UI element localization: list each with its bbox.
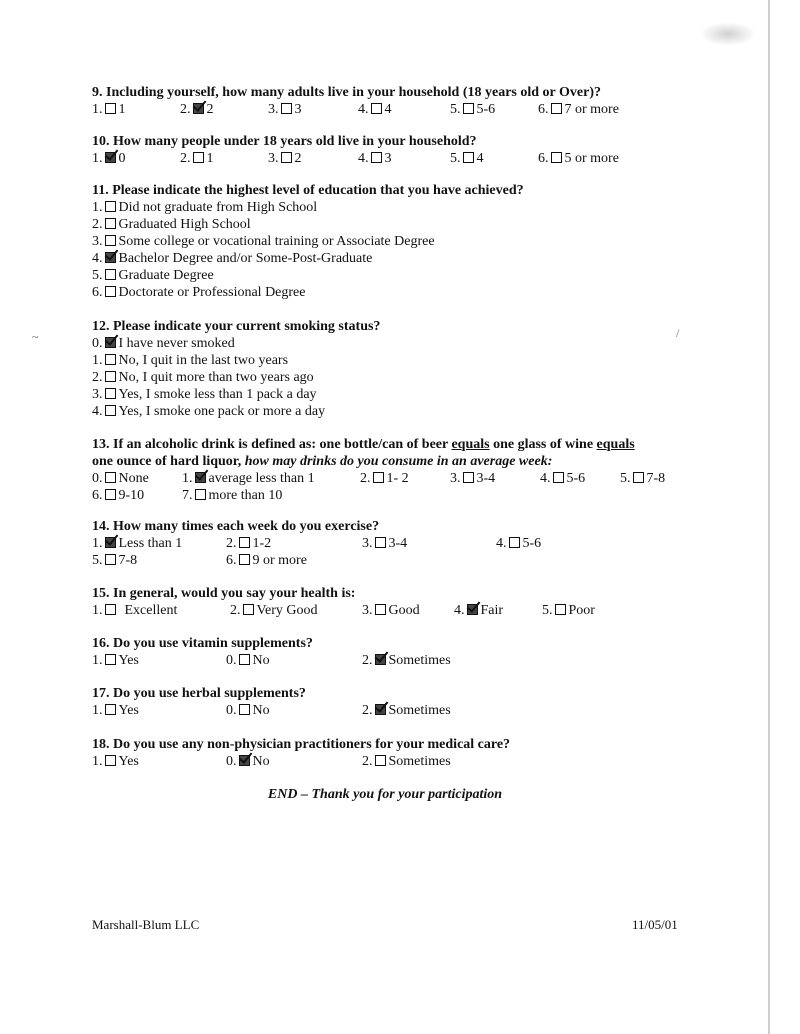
question-10-options — [92, 150, 692, 167]
question-16-text: 16. Do you use vitamin supplements? — [92, 636, 313, 651]
checkbox-icon[interactable] — [463, 472, 474, 483]
checked-checkbox-icon[interactable] — [467, 604, 478, 615]
q13-option-0[interactable]: 0. None — [92, 471, 149, 486]
q12-option-1[interactable]: 1. No, I quit in the last two years — [92, 353, 289, 368]
question-13-text-line-1: 13. If an alcoholic drink is defined as: one bottle/can of beer equals one glass of wine equals — [92, 437, 635, 452]
q17-option-sometimes[interactable]: 2. Sometimes — [362, 703, 451, 718]
q11-option-4[interactable]: 4. Bachelor Degree and/or Some-Post-Graduate — [92, 251, 373, 266]
q9-option-3[interactable]: 3. 3 — [268, 102, 302, 117]
q13-option-2[interactable]: 2. 1- 2 — [360, 471, 409, 486]
q10-option-4[interactable]: 4. 3 — [358, 151, 392, 166]
q11-option-3[interactable]: 3. Some college or vocational training or Associate Degree — [92, 234, 435, 249]
q12-option-4[interactable]: 4. Yes, I smoke one pack or more a day — [92, 404, 326, 419]
q15-option-2[interactable]: 2. Very Good — [230, 603, 318, 618]
checked-checkbox-icon[interactable] — [195, 472, 206, 483]
question-17 — [92, 685, 692, 719]
question-11-text: 11. Please indicate the highest level of education that you have achieved? — [92, 183, 524, 198]
checkbox-icon[interactable] — [105, 103, 116, 114]
checkbox-icon[interactable] — [551, 103, 562, 114]
q15-option-4[interactable]: 4. Fair — [454, 603, 504, 618]
checkbox-icon[interactable] — [509, 537, 520, 548]
checkbox-icon[interactable] — [105, 201, 116, 212]
checked-checkbox-icon[interactable] — [105, 537, 116, 548]
checkbox-icon[interactable] — [105, 354, 116, 365]
checkbox-icon[interactable] — [371, 152, 382, 163]
checkbox-icon[interactable] — [239, 654, 250, 665]
q14-option-1[interactable]: 1. Less than 1 — [92, 536, 183, 551]
question-13-options-row-1 — [92, 470, 692, 487]
question-10-text: 10. How many people under 18 years old live in your household? — [92, 134, 477, 149]
question-9-options — [92, 101, 692, 118]
checkbox-icon[interactable] — [105, 489, 116, 500]
question-9 — [92, 84, 692, 118]
checkbox-icon[interactable] — [105, 269, 116, 280]
question-16-options — [92, 652, 692, 669]
q15-option-1[interactable]: 1. Excellent — [92, 603, 178, 618]
q10-option-1[interactable]: 1. 0 — [92, 151, 126, 166]
checkbox-icon[interactable] — [239, 554, 250, 565]
checkbox-icon[interactable] — [243, 604, 254, 615]
checkbox-icon[interactable] — [555, 604, 566, 615]
q13-option-5[interactable]: 5. 7-8 — [620, 471, 666, 486]
q12-option-3[interactable]: 3. Yes, I smoke less than 1 pack a day — [92, 387, 317, 402]
stray-mark: / — [676, 326, 680, 340]
checkbox-icon[interactable] — [633, 472, 644, 483]
question-12 — [92, 318, 692, 420]
q10-option-2[interactable]: 2. 1 — [180, 151, 214, 166]
checked-checkbox-icon[interactable] — [105, 252, 116, 263]
q14-option-3[interactable]: 3. 3-4 — [362, 536, 408, 551]
question-15-options — [92, 602, 692, 619]
checkbox-icon[interactable] — [375, 537, 386, 548]
scan-edge — [768, 0, 770, 1034]
checkbox-icon[interactable] — [105, 388, 116, 399]
q9-option-2[interactable]: 2. 2 — [180, 102, 214, 117]
checkbox-icon[interactable] — [281, 152, 292, 163]
question-18-options — [92, 753, 692, 770]
q11-option-5[interactable]: 5. Graduate Degree — [92, 268, 214, 283]
question-17-text: 17. Do you use herbal supplements? — [92, 686, 306, 701]
question-14 — [92, 518, 692, 569]
checkbox-icon[interactable] — [105, 286, 116, 297]
checkbox-icon[interactable] — [105, 472, 116, 483]
stray-mark: ~ — [32, 330, 39, 344]
q10-option-3[interactable]: 3. 2 — [268, 151, 302, 166]
question-15 — [92, 585, 692, 619]
checkbox-icon[interactable] — [105, 604, 116, 615]
checkbox-icon[interactable] — [463, 152, 474, 163]
checkbox-icon[interactable] — [239, 537, 250, 548]
checkbox-icon[interactable] — [551, 152, 562, 163]
checkbox-icon[interactable] — [193, 152, 204, 163]
question-14-options-row-2 — [92, 552, 692, 569]
q13-option-4[interactable]: 4. 5-6 — [540, 471, 586, 486]
checked-checkbox-icon[interactable] — [375, 654, 386, 665]
footer-date: 11/05/01 — [632, 917, 678, 932]
checkbox-icon[interactable] — [281, 103, 292, 114]
question-18 — [92, 736, 692, 770]
q11-option-2[interactable]: 2. Graduated High School — [92, 217, 251, 232]
q16-option-sometimes[interactable]: 2. Sometimes — [362, 653, 451, 668]
question-17-options — [92, 702, 692, 719]
q13-option-6[interactable]: 6. 9-10 — [92, 488, 145, 503]
q14-option-4[interactable]: 4. 5-6 — [496, 536, 542, 551]
q9-option-4[interactable]: 4. 4 — [358, 102, 392, 117]
q9-option-6[interactable]: 6. 7 or more — [538, 102, 619, 117]
q12-option-2[interactable]: 2. No, I quit more than two years ago — [92, 370, 314, 385]
q18-option-no[interactable]: 0. No — [226, 754, 270, 769]
question-13-options-row-2 — [92, 487, 692, 504]
footer-company: Marshall-Blum LLC — [92, 917, 200, 932]
checkbox-icon[interactable] — [105, 704, 116, 715]
q16-option-no[interactable]: 0. No — [226, 653, 270, 668]
checkbox-icon[interactable] — [105, 554, 116, 565]
q16-option-yes[interactable]: 1. Yes — [92, 653, 139, 668]
q11-option-1[interactable]: 1. Did not graduate from High School — [92, 200, 318, 215]
q14-option-6[interactable]: 6. 9 or more — [226, 553, 307, 568]
checkbox-icon[interactable] — [239, 704, 250, 715]
scan-artifact — [700, 22, 756, 46]
question-14-text: 14. How many times each week do you exercise? — [92, 519, 380, 534]
q14-option-5[interactable]: 5. 7-8 — [92, 553, 138, 568]
checked-checkbox-icon[interactable] — [239, 755, 250, 766]
checkbox-icon[interactable] — [105, 405, 116, 416]
checkbox-icon[interactable] — [375, 755, 386, 766]
q13-option-3[interactable]: 3. 3-4 — [450, 471, 496, 486]
q10-option-5[interactable]: 5. 4 — [450, 151, 484, 166]
checkbox-icon[interactable] — [105, 654, 116, 665]
checked-checkbox-icon[interactable] — [375, 704, 386, 715]
q11-option-6[interactable]: 6. Doctorate or Professional Degree — [92, 285, 306, 300]
question-11 — [92, 182, 692, 301]
checkbox-icon[interactable] — [105, 218, 116, 229]
q13-option-1[interactable]: 1. average less than 1 — [182, 471, 315, 486]
question-16 — [92, 635, 692, 669]
q17-option-no[interactable]: 0. No — [226, 703, 270, 718]
question-13-text-line-2: one ounce of hard liquor, how may drinks do you consume in an average week: — [92, 454, 553, 469]
q13-option-7[interactable]: 7. more than 10 — [182, 488, 283, 503]
question-18-text: 18. Do you use any non-physician practitioners for your medical care? — [92, 737, 511, 752]
end-message: END – Thank you for your participation — [267, 787, 503, 802]
checkbox-icon[interactable] — [105, 371, 116, 382]
q10-option-6[interactable]: 6. 5 or more — [538, 151, 619, 166]
checkbox-icon[interactable] — [463, 103, 474, 114]
q18-option-yes[interactable]: 1. Yes — [92, 754, 139, 769]
checkbox-icon[interactable] — [375, 604, 386, 615]
question-10 — [92, 133, 692, 167]
question-14-options-row-1 — [92, 535, 692, 552]
checkbox-icon[interactable] — [105, 755, 116, 766]
q9-option-1[interactable]: 1. 1 — [92, 102, 126, 117]
q15-option-5[interactable]: 5. Poor — [542, 603, 595, 618]
checkbox-icon[interactable] — [371, 103, 382, 114]
q15-option-3[interactable]: 3. Good — [362, 603, 420, 618]
checked-checkbox-icon[interactable] — [105, 337, 116, 348]
question-12-text: 12. Please indicate your current smoking status? — [92, 319, 381, 334]
q17-option-yes[interactable]: 1. Yes — [92, 703, 139, 718]
q12-option-0[interactable]: 0. I have never smoked — [92, 336, 235, 351]
checked-checkbox-icon[interactable] — [105, 152, 116, 163]
q14-option-2[interactable]: 2. 1-2 — [226, 536, 272, 551]
question-9-text: 9. Including yourself, how many adults live in your household (18 years old or Over)? — [92, 85, 601, 100]
checkbox-icon[interactable] — [105, 235, 116, 246]
checked-checkbox-icon[interactable] — [193, 103, 204, 114]
q18-option-sometimes[interactable]: 2. Sometimes — [362, 754, 451, 769]
checkbox-icon[interactable] — [373, 472, 384, 483]
question-13 — [92, 436, 692, 504]
q9-option-5[interactable]: 5. 5-6 — [450, 102, 496, 117]
checkbox-icon[interactable] — [195, 489, 206, 500]
checkbox-icon[interactable] — [553, 472, 564, 483]
question-15-text: 15. In general, would you say your health is: — [92, 586, 356, 601]
